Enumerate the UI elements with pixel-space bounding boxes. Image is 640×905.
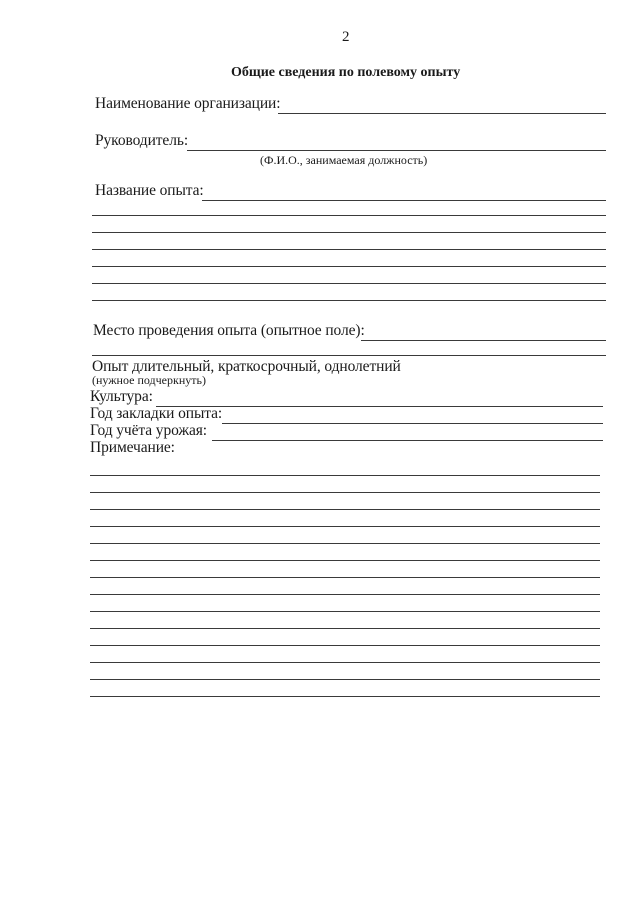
notes-line-13[interactable] <box>90 679 600 680</box>
experiment-name-line-2[interactable] <box>92 215 606 216</box>
experiment-name-line-7[interactable] <box>92 300 606 301</box>
notes-line-1[interactable] <box>90 475 600 476</box>
year-set-field-line[interactable] <box>222 423 603 424</box>
experiment-name-line-6[interactable] <box>92 283 606 284</box>
year-set-label: Год закладки опыта: <box>90 405 223 422</box>
notes-line-8[interactable] <box>90 594 600 595</box>
duration-label: Опыт длительный, краткосрочный, однолетний <box>92 358 401 375</box>
notes-label: Примечание: <box>90 439 175 456</box>
notes-line-5[interactable] <box>90 543 600 544</box>
page-title: Общие сведения по полевому опыту <box>231 65 461 80</box>
notes-line-6[interactable] <box>90 560 600 561</box>
location-field-line[interactable] <box>361 340 606 341</box>
organization-label: Наименование организации: <box>95 95 281 112</box>
notes-line-7[interactable] <box>90 577 600 578</box>
location-line-2[interactable] <box>92 355 606 356</box>
notes-line-3[interactable] <box>90 509 600 510</box>
notes-line-9[interactable] <box>90 611 600 612</box>
head-label: Руководитель: <box>95 132 189 149</box>
crop-label: Культура: <box>90 388 153 405</box>
experiment-name-line-4[interactable] <box>92 249 606 250</box>
head-field-line[interactable] <box>187 150 606 151</box>
experiment-name-field-line[interactable] <box>202 200 606 201</box>
duration-hint: (нужное подчеркнуть) <box>92 373 206 387</box>
notes-line-4[interactable] <box>90 526 600 527</box>
experiment-name-label: Название опыта: <box>95 182 204 199</box>
organization-field-line[interactable] <box>278 113 606 114</box>
notes-line-12[interactable] <box>90 662 600 663</box>
year-harvest-field-line[interactable] <box>212 440 603 441</box>
year-harvest-label: Год учёта урожая: <box>90 422 207 439</box>
experiment-name-line-5[interactable] <box>92 266 606 267</box>
page-number: 2 <box>342 29 350 45</box>
head-hint: (Ф.И.О., занимаемая должность) <box>260 153 428 167</box>
location-label: Место проведения опыта (опытное поле): <box>93 322 365 339</box>
notes-line-14[interactable] <box>90 696 600 697</box>
experiment-name-line-3[interactable] <box>92 232 606 233</box>
crop-field-line[interactable] <box>156 406 603 407</box>
notes-line-10[interactable] <box>90 628 600 629</box>
notes-line-2[interactable] <box>90 492 600 493</box>
notes-line-11[interactable] <box>90 645 600 646</box>
